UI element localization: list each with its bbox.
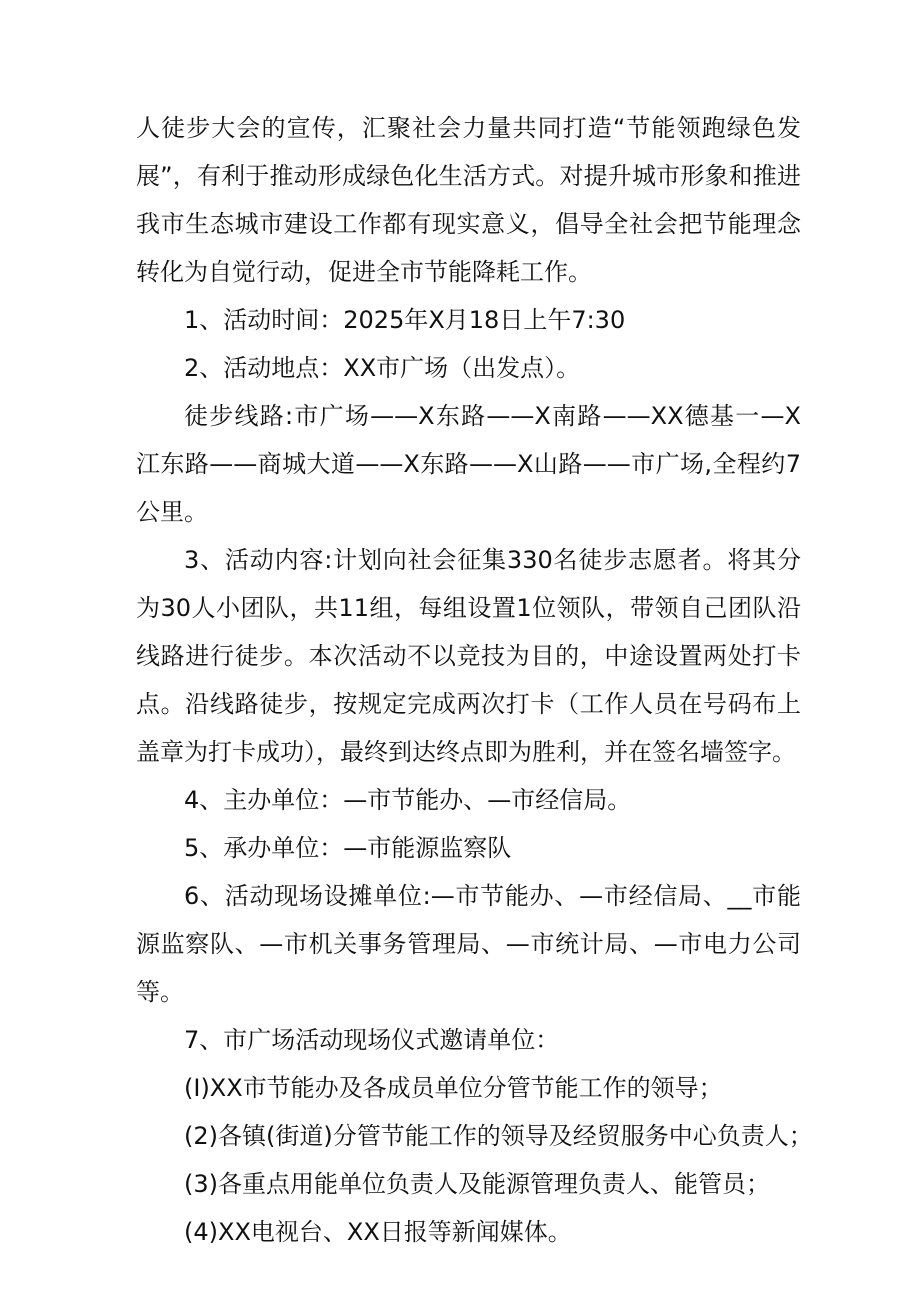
activity-time: 1、活动时间：2025年X月18日上午7:30 — [184, 306, 626, 334]
organizer-unit: 5、承办单位：—市能源监察队 — [184, 834, 512, 862]
booth-units: 6、活动现场设摊单位:—市节能办、—市经信局、__市能源监察队、—市机关事务管理局、—市统计局、—市电力公司等。 — [136, 882, 801, 1006]
invitee-item-2: (2)各镇(街道)分管节能工作的领导及经贸服务中心负责人； — [184, 1122, 813, 1150]
invited-units-heading: 7、市广场活动现场仪式邀请单位： — [184, 1026, 560, 1054]
host-units: 4、主办单位：—市节能办、—市经信局。 — [184, 786, 632, 814]
activity-content: 3、活动内容:计划向社会征集330名徒步志愿者。将其分为30人小团队，共11组，每组设置1位领队，带领自己团队沿线路进行徒步。本次活动不以竞技为目的，中途设置两处打卡点。沿线路徒步，按规定完成两次打卡（工作人员在号码布上盖章为打卡成功），最终到达终点即为胜利，并在签名墙签字。 — [136, 546, 801, 766]
activity-location: 2、活动地点：XX市广场（出发点）。 — [184, 354, 581, 382]
walking-route: 徒步线路:市广场——X东路——X南路——XX德基一—X江东路——商城大道——X东路——X山路——市广场,全程约7公里。 — [136, 402, 801, 526]
invitee-item-4: (4)XX电视台、XX日报等新闻媒体。 — [184, 1218, 572, 1246]
invitee-item-1: (I)XX市节能办及各成员单位分管节能工作的领导； — [184, 1074, 723, 1102]
intro-paragraph: 人徒步大会的宣传，汇聚社会力量共同打造“节能领跑绿色发展”，有利于推动形成绿色化生活方式。对提升城市形象和推进我市生态城市建设工作都有现实意义，倡导全社会把节能理念转化为自觉行动，促进全市节能降耗工作。 — [136, 114, 801, 286]
document-body — [136, 104, 813, 1256]
invitee-item-3: (3)各重点用能单位负责人及能源管理负责人、能管员； — [184, 1170, 770, 1198]
